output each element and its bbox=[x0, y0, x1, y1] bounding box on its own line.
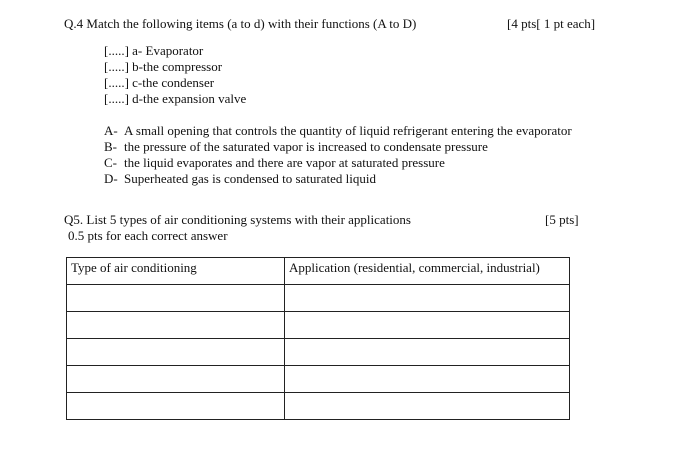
match-item-a: [.....] a- Evaporator bbox=[104, 43, 204, 58]
q5-subtitle: 0.5 pts for each correct answer bbox=[68, 228, 228, 243]
function-letter: A- bbox=[104, 123, 118, 138]
match-item-list bbox=[104, 43, 246, 107]
q4-points: [4 pts[ 1 pt each] bbox=[507, 16, 596, 31]
function-list bbox=[104, 123, 572, 187]
table-row bbox=[67, 366, 570, 393]
cell-type[interactable] bbox=[67, 312, 285, 339]
q4-title: Q.4 Match the following items (a to d) with their functions (A to D) bbox=[64, 16, 417, 31]
function-text: A small opening that controls the quantity of liquid refrigerant entering the evaporator bbox=[124, 123, 572, 138]
function-item-d bbox=[104, 171, 572, 187]
table-row bbox=[67, 393, 570, 420]
cell-type[interactable] bbox=[67, 393, 285, 420]
ac-systems-table bbox=[66, 257, 570, 420]
function-letter: B- bbox=[104, 139, 117, 154]
header-type: Type of air conditioning bbox=[67, 258, 285, 285]
match-item-c: [.....] c-the condenser bbox=[104, 75, 215, 90]
function-letter: D- bbox=[104, 171, 118, 186]
q5-points: [5 pts] bbox=[545, 212, 579, 227]
match-item-d: [.....] d-the expansion valve bbox=[104, 91, 247, 106]
match-item-b: [.....] b-the compressor bbox=[104, 59, 223, 74]
function-letter: C- bbox=[104, 155, 117, 170]
cell-application[interactable] bbox=[285, 312, 570, 339]
cell-type[interactable] bbox=[67, 366, 285, 393]
cell-application[interactable] bbox=[285, 285, 570, 312]
table-row bbox=[67, 312, 570, 339]
function-item-a bbox=[104, 123, 572, 139]
cell-application[interactable] bbox=[285, 393, 570, 420]
q5-title: Q5. List 5 types of air conditioning systems with their applications bbox=[64, 212, 411, 227]
function-text: the liquid evaporates and there are vapor at saturated pressure bbox=[124, 155, 445, 170]
cell-application[interactable] bbox=[285, 339, 570, 366]
cell-application[interactable] bbox=[285, 366, 570, 393]
cell-type[interactable] bbox=[67, 339, 285, 366]
function-item-c bbox=[104, 155, 572, 171]
function-item-b bbox=[104, 139, 572, 155]
table-row bbox=[67, 339, 570, 366]
cell-type[interactable] bbox=[67, 285, 285, 312]
table-row bbox=[67, 285, 570, 312]
function-text: the pressure of the saturated vapor is increased to condensate pressure bbox=[124, 139, 488, 154]
function-text: Superheated gas is condensed to saturated liquid bbox=[124, 171, 376, 186]
header-application: Application (residential, commercial, industrial) bbox=[285, 258, 570, 285]
table-header-row bbox=[67, 258, 570, 285]
